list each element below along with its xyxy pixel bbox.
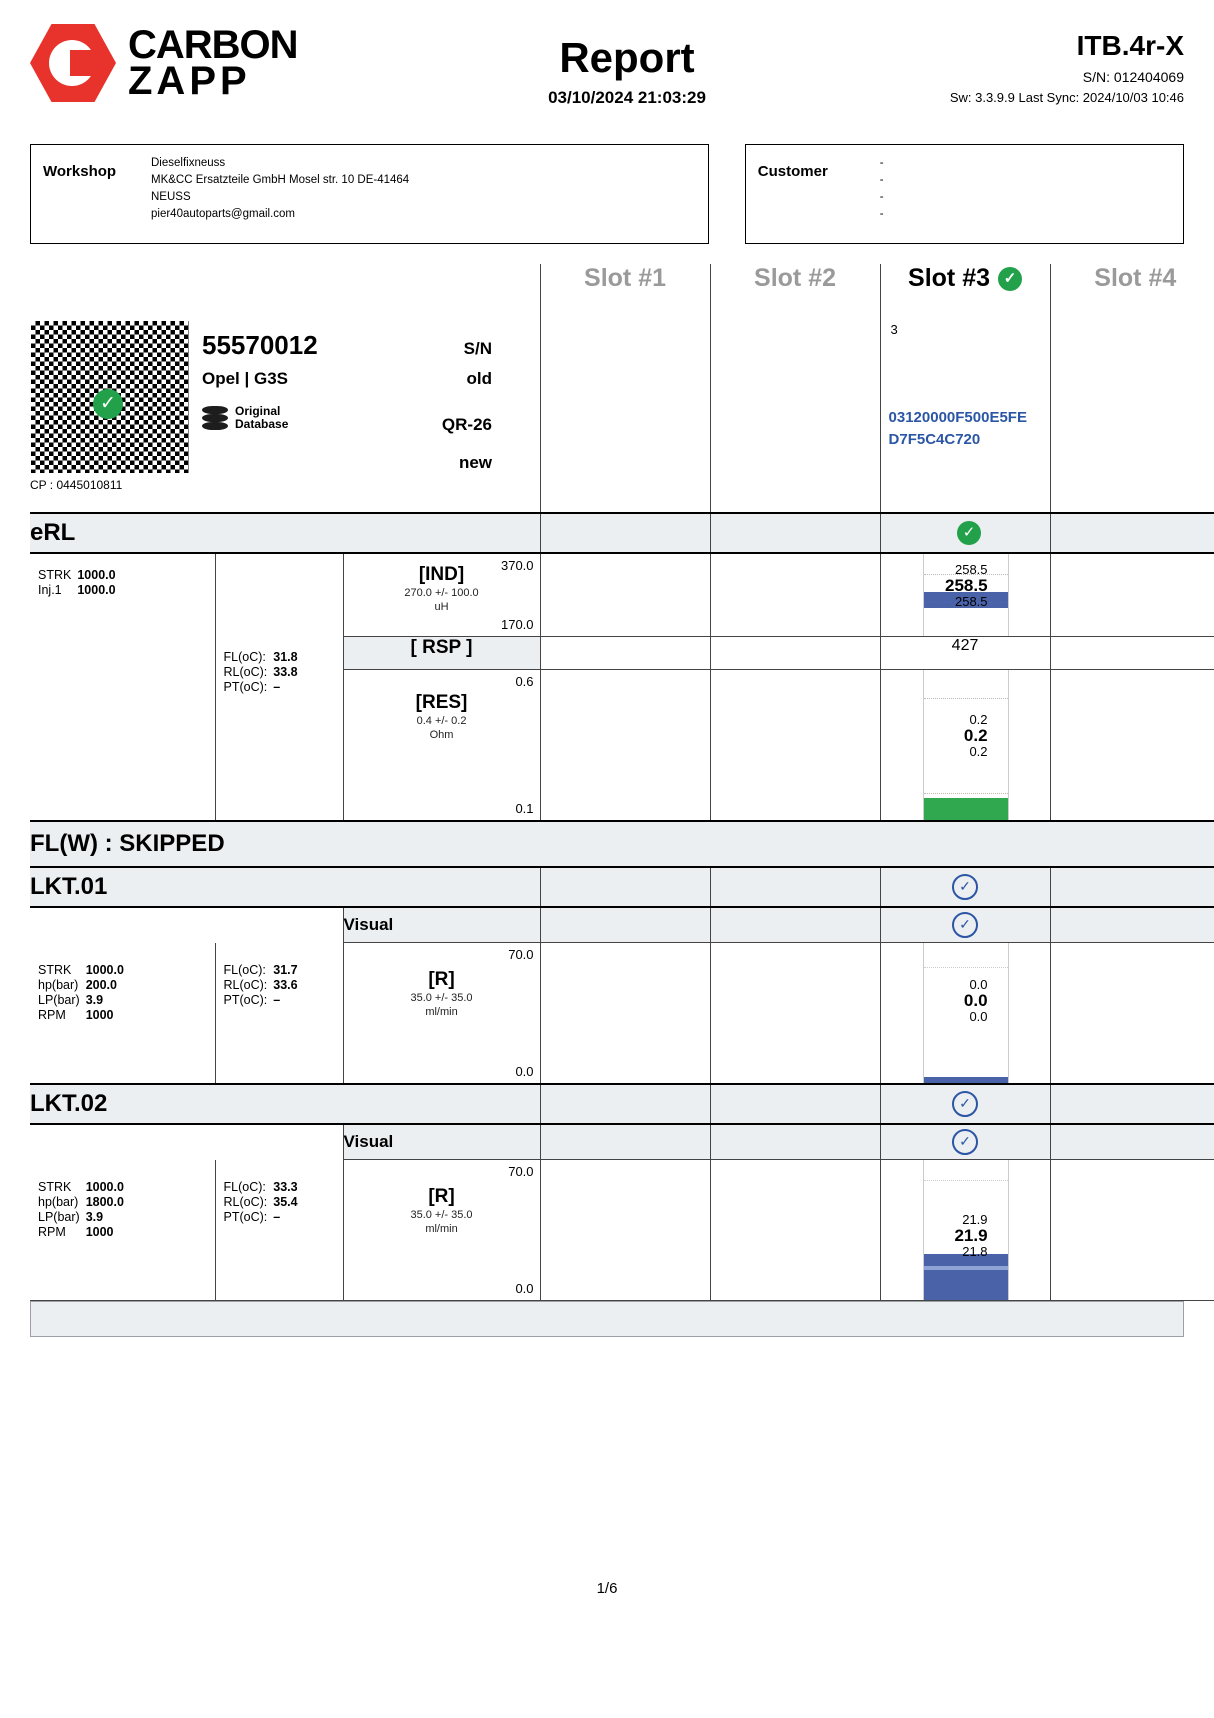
lkt02-r-value-bot: 21.8 — [962, 1244, 988, 1259]
lkt01-lp-label: LP(bar) — [38, 992, 80, 1007]
erl-rl-value: 33.8 — [273, 665, 298, 679]
lkt02-rpm-value: 1000 — [85, 1224, 114, 1239]
lkt01-strk-value: 1000.0 — [85, 962, 124, 977]
rsp-slot4 — [1050, 637, 1214, 670]
qr-code — [30, 320, 190, 474]
section-erl-title: eRL — [30, 519, 76, 546]
device-serial: S/N: 012404069 — [1082, 69, 1184, 85]
brand-line-2: ZAPP — [128, 59, 251, 103]
carbon-zapp-hexagon-icon — [30, 24, 116, 102]
brand-model: Opel | G3S — [202, 369, 289, 388]
lkt02-visual-row — [30, 1124, 1214, 1160]
section-lkt01-title: LKT.01 — [30, 873, 108, 900]
lkt01-lp-value: 3.9 — [85, 992, 104, 1007]
lkt02-slot4 — [1050, 1084, 1214, 1124]
res-slot4 — [1050, 670, 1214, 822]
workshop-company: MK&CC Ersatzteile GmbH Mosel str. 10 DE-41464 — [151, 174, 410, 186]
ind-scale-min: 170.0 — [500, 617, 534, 632]
res-value-mid: 0.2 — [963, 726, 988, 745]
erl-stats — [30, 553, 215, 821]
cp-number: CP : 0445010811 — [30, 478, 123, 492]
erl-slot4 — [1050, 513, 1214, 553]
lkt01-slot4 — [1050, 867, 1214, 907]
identity-fields — [202, 330, 492, 473]
slot-header-3 — [880, 264, 1050, 312]
lkt01-r-slot3 — [880, 943, 1050, 1085]
slot3-ok-icon: ✓ — [998, 267, 1022, 291]
res-slot3 — [880, 670, 1050, 822]
section-flw-bar — [30, 821, 1214, 867]
lkt01-visual-slot4 — [1050, 907, 1214, 943]
lkt02-visual-label: Visual — [343, 1124, 540, 1160]
slot-header-2: Slot #2 — [710, 264, 880, 312]
lkt01-slot3 — [880, 867, 1050, 907]
lkt02-visual-slot2 — [710, 1124, 880, 1160]
lkt02-hp-label: hp(bar) — [38, 1194, 79, 1209]
lkt02-r-slot3 — [880, 1160, 1050, 1301]
database-icon — [202, 406, 228, 430]
lkt02-rpm-label: RPM — [38, 1224, 66, 1239]
report-title-block — [400, 18, 854, 108]
database-text: Original Database — [235, 404, 289, 431]
customer-line-3: - — [879, 191, 884, 203]
device-software: Sw: 3.3.9.9 Last Sync: 2024/10/03 10:46 — [949, 90, 1184, 105]
lkt02-r-param — [343, 1160, 540, 1301]
res-scale-max: 0.6 — [515, 674, 534, 689]
report-datetime: 03/10/2024 21:03:29 — [548, 88, 706, 107]
rsp-slot3-value: 427 — [880, 637, 1050, 670]
res-slot2 — [710, 670, 880, 822]
slot3-identity — [880, 312, 1050, 513]
erl-temps — [215, 553, 343, 821]
lkt01-visual-slot2 — [710, 907, 880, 943]
slot-header-row — [30, 264, 1214, 312]
res-value-top: 0.2 — [969, 712, 988, 727]
lkt02-visual-slot1 — [540, 1124, 710, 1160]
erl-strk-value: 1000.0 — [77, 568, 116, 582]
ind-unit: uH — [434, 601, 449, 613]
lkt01-r-scale-min: 0.0 — [515, 1064, 534, 1079]
erl-ok-icon: ✓ — [957, 521, 981, 545]
customer-line-4: - — [879, 208, 884, 220]
device-model: ITB.4r-X — [1076, 30, 1184, 61]
lkt01-r-slot1 — [540, 943, 710, 1085]
lkt01-r-value-bot: 0.0 — [969, 1009, 988, 1024]
res-param — [343, 670, 540, 822]
res-scale-min: 0.1 — [515, 801, 534, 816]
lkt02-slot1 — [540, 1084, 710, 1124]
part-number: 55570012 — [202, 330, 318, 360]
lkt02-temps — [215, 1160, 343, 1301]
lkt01-rl-label: RL(oC): — [223, 977, 268, 992]
lkt02-lp-label: LP(bar) — [38, 1209, 80, 1224]
lkt02-r-slot4 — [1050, 1160, 1214, 1301]
brand-line-1: CARBON — [128, 23, 298, 67]
lkt01-visual-slot3 — [880, 907, 1050, 943]
workshop-details — [151, 155, 409, 233]
lkt01-rl-value: 33.6 — [273, 977, 298, 992]
lkt01-strk-label: STRK — [38, 962, 72, 977]
erl-slot2 — [710, 513, 880, 553]
lkt02-r-slot1 — [540, 1160, 710, 1301]
lkt01-visual-row — [30, 907, 1214, 943]
lkt01-slot1 — [540, 867, 710, 907]
erl-rl-label: RL(oC): — [223, 665, 268, 679]
lkt02-r-name: [R] — [428, 1186, 455, 1207]
workshop-box — [30, 144, 709, 244]
erl-strk-label: STRK — [38, 568, 72, 582]
info-boxes — [30, 144, 1184, 244]
identity-row — [30, 312, 1214, 513]
lkt01-fl-value: 31.7 — [273, 962, 298, 977]
lkt01-r-param — [343, 943, 540, 1085]
lkt01-r-row — [30, 943, 1214, 1085]
lkt01-r-slot4 — [1050, 943, 1214, 1085]
page-title: Report — [559, 34, 695, 81]
lkt02-slot3 — [880, 1084, 1050, 1124]
lkt02-visual-slot3 — [880, 1124, 1050, 1160]
slot2-identity — [710, 312, 880, 513]
page-number: 1/6 — [596, 1580, 618, 1597]
lkt02-r-value-top: 21.9 — [962, 1212, 988, 1227]
slot-header-4: Slot #4 — [1050, 264, 1214, 312]
lkt02-ok-icon: ✓ — [952, 1091, 978, 1117]
ind-scale-max: 370.0 — [500, 558, 534, 573]
res-slot1 — [540, 670, 710, 822]
lkt02-slot2 — [710, 1084, 880, 1124]
lkt01-r-value-top: 0.0 — [969, 977, 988, 992]
lkt02-rl-value: 35.4 — [273, 1194, 298, 1209]
old-label: old — [466, 369, 492, 388]
workshop-city: NEUSS — [151, 191, 191, 203]
ind-param — [343, 553, 540, 637]
section-lkt02-title: LKT.02 — [30, 1090, 108, 1117]
brand-text — [128, 23, 298, 103]
lkt01-visual-slot1 — [540, 907, 710, 943]
qr-label: QR-26 — [441, 415, 492, 434]
lkt01-rpm-label: RPM — [38, 1007, 66, 1022]
lkt02-strk-label: STRK — [38, 1179, 72, 1194]
workshop-label: Workshop — [43, 163, 117, 180]
erl-pt-label: PT(oC): — [223, 680, 268, 694]
lkt02-hp-value: 1800.0 — [85, 1194, 124, 1209]
rsp-slot2 — [710, 637, 880, 670]
ind-name: [IND] — [418, 564, 465, 585]
ind-value-bot: 258.5 — [954, 594, 988, 609]
lkt01-r-name: [R] — [428, 969, 455, 990]
rsp-slot1 — [540, 637, 710, 670]
slot4-identity — [1050, 312, 1214, 513]
res-value-bot: 0.2 — [969, 744, 988, 759]
lkt02-rl-label: RL(oC): — [223, 1194, 268, 1209]
lkt02-r-scale-max: 70.0 — [508, 1164, 534, 1179]
lkt01-hp-value: 200.0 — [85, 977, 117, 992]
lkt01-slot2 — [710, 867, 880, 907]
ind-slot3 — [880, 553, 1050, 637]
lkt02-r-tolerance: 35.0 +/- 35.0 — [410, 1209, 473, 1221]
lkt02-r-scale-min: 0.0 — [515, 1281, 534, 1296]
lkt02-lp-value: 3.9 — [85, 1209, 104, 1224]
new-label: new — [458, 453, 492, 472]
res-tolerance: 0.4 +/- 0.2 — [416, 715, 467, 727]
ind-value-mid: 258.5 — [944, 576, 988, 595]
erl-pt-value: – — [273, 680, 281, 694]
lkt01-r-tolerance: 35.0 +/- 35.0 — [410, 992, 473, 1004]
lkt01-r-unit: ml/min — [425, 1006, 458, 1018]
lkt02-r-row — [30, 1160, 1214, 1301]
customer-details — [866, 155, 884, 233]
ind-slot1 — [540, 553, 710, 637]
lkt02-r-value-mid: 21.9 — [954, 1226, 988, 1245]
lkt02-r-unit: ml/min — [425, 1223, 458, 1235]
section-lkt01-bar — [30, 867, 1214, 907]
erl-slot3 — [880, 513, 1050, 553]
slot-header-3-label: Slot #3 — [908, 264, 991, 292]
res-unit: Ohm — [429, 729, 454, 741]
footer-bar — [30, 1301, 1184, 1337]
lkt01-r-slot2 — [710, 943, 880, 1085]
ind-value-top: 258.5 — [954, 562, 988, 577]
customer-label: Customer — [757, 163, 828, 180]
workshop-email: pier40autoparts@gmail.com — [151, 208, 295, 220]
section-lkt02-bar — [30, 1084, 1214, 1124]
erl-fl-value: 31.8 — [273, 650, 298, 664]
sn-label: S/N — [463, 339, 492, 358]
database-badge — [202, 405, 288, 431]
lkt01-r-value-mid: 0.0 — [963, 991, 988, 1010]
customer-line-1: - — [879, 157, 884, 169]
lkt01-ok-icon: ✓ — [952, 874, 978, 900]
lkt01-visual-label: Visual — [343, 907, 540, 943]
section-flw-title: FL(W) : SKIPPED — [30, 830, 225, 857]
res-name: [RES] — [415, 692, 468, 713]
ind-slot4 — [1050, 553, 1214, 637]
erl-inj-value: 1000.0 — [77, 583, 116, 597]
lkt01-stats — [30, 943, 215, 1085]
erl-slot1 — [540, 513, 710, 553]
report-table — [30, 264, 1214, 1301]
lkt02-visual-slot4 — [1050, 1124, 1214, 1160]
lkt01-pt-label: PT(oC): — [223, 992, 268, 1007]
lkt02-r-slot2 — [710, 1160, 880, 1301]
slot-header-1: Slot #1 — [540, 264, 710, 312]
section-erl-bar — [30, 513, 1214, 553]
brand-logo — [30, 18, 400, 102]
lkt02-fl-value: 33.3 — [273, 1179, 298, 1194]
erl-ind-row — [30, 553, 1214, 637]
qr-ok-icon: ✓ — [93, 389, 123, 419]
device-info — [854, 18, 1184, 105]
lkt02-strk-value: 1000.0 — [85, 1179, 124, 1194]
erl-inj-label: Inj.1 — [38, 583, 62, 597]
lkt02-fl-label: FL(oC): — [223, 1179, 266, 1194]
lkt01-temps — [215, 943, 343, 1085]
lkt02-pt-value: – — [273, 1209, 281, 1224]
ind-slot2 — [710, 553, 880, 637]
lkt01-pt-value: – — [273, 992, 281, 1007]
identity-block — [30, 312, 540, 512]
page-header — [30, 18, 1184, 128]
customer-line-2: - — [879, 174, 884, 186]
ind-tolerance: 270.0 +/- 100.0 — [404, 587, 479, 599]
lkt01-fl-label: FL(oC): — [223, 962, 266, 977]
rsp-name: [ RSP ] — [343, 637, 540, 670]
lkt02-pt-label: PT(oC): — [223, 1209, 268, 1224]
slot1-identity — [540, 312, 710, 513]
lkt01-r-scale-max: 70.0 — [508, 947, 534, 962]
lkt02-stats — [30, 1160, 215, 1301]
lkt01-hp-label: hp(bar) — [38, 977, 79, 992]
lkt02-visual-ok-icon: ✓ — [952, 1129, 978, 1155]
slot3-code-line-1: 03120000F500E5FE — [888, 409, 1027, 426]
workshop-name: Dieselfixneuss — [151, 157, 226, 169]
lkt01-rpm-value: 1000 — [85, 1007, 114, 1022]
erl-fl-label: FL(oC): — [223, 650, 266, 664]
lkt01-visual-ok-icon: ✓ — [952, 912, 978, 938]
slot3-code-line-2: D7F5C4C720 — [888, 431, 981, 448]
slot3-index: 3 — [890, 322, 898, 337]
customer-box — [745, 144, 1184, 244]
